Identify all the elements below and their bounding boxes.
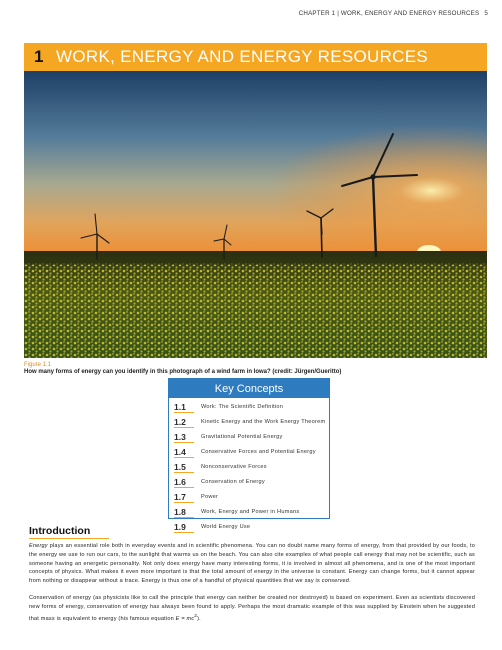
- figure-label: Figure 1.1: [24, 362, 52, 368]
- chapter-title: WORK, ENERGY AND ENERGY RESOURCES: [56, 47, 429, 66]
- key-concept-item[interactable]: [174, 417, 329, 432]
- key-concept-number: 1.9: [174, 522, 194, 533]
- key-concept-number: 1.5: [174, 462, 194, 473]
- key-concept-number: 1.4: [174, 447, 194, 458]
- equation-exponent: 2: [194, 612, 198, 618]
- key-concept-number: 1.7: [174, 492, 194, 503]
- key-concept-text[interactable]: Conservative Forces and Potential Energy: [201, 449, 316, 455]
- key-concept-text[interactable]: Kinetic Energy and the Work Energy Theorem: [201, 419, 326, 425]
- key-concept-item[interactable]: [174, 522, 329, 537]
- key-concept-item[interactable]: [174, 462, 329, 477]
- key-concepts-title: Key Concepts: [169, 379, 329, 398]
- chapter-banner: [24, 43, 487, 71]
- term-energy: Energy: [29, 543, 48, 549]
- key-concept-number: 1.3: [174, 432, 194, 443]
- key-concept-text[interactable]: Work: The Scientific Definition: [201, 404, 284, 410]
- running-header: [299, 10, 488, 17]
- introduction-heading: Introduction: [29, 525, 91, 537]
- key-concepts-box: [168, 378, 330, 532]
- paragraph-1-body: plays an essential role both in everyday events and in scientific phenomena. You can no doubt name many forms of energy, from that provided by our foods, to the energy we use to run our cars, to the sunlight that warms us on the beach. You can also cite examples of what people call energy that may not be scientific, such as someone having an energetic personality. Not only does energy have many interesting forms, it is involved in almost all phenomena, and is one of the most important concepts of physics. What makes it even more important is that the total amount of energy in the universe is constant. Energy can change forms, but it cannot appear from nothing or disappear without a trace. Energy is thus one of a handful of physical quantities that we say is: [29, 543, 475, 585]
- key-concept-text[interactable]: World Energy Use: [201, 524, 251, 530]
- wind-farm-photo: [24, 71, 487, 358]
- key-concept-text[interactable]: Gravitational Potential Energy: [201, 434, 283, 440]
- figure-caption: How many forms of energy can you identify in this photograph of a wind farm in Iowa? (credit: Jürgen/Gueritto): [24, 369, 342, 375]
- running-title: CHAPTER 1 | WORK, ENERGY AND ENERGY RESOURCES: [298, 10, 480, 17]
- key-concept-item[interactable]: [174, 507, 329, 522]
- key-concept-item[interactable]: [174, 492, 329, 507]
- paragraph-2-end: ).: [197, 615, 201, 622]
- key-concepts-list: [169, 398, 329, 537]
- key-concept-text[interactable]: Nonconservative Forces: [201, 464, 267, 470]
- key-concept-number: 1.1: [174, 402, 194, 413]
- key-concept-number: 1.8: [174, 507, 194, 518]
- intro-paragraph-1: [29, 542, 475, 586]
- heading-underline: [29, 538, 109, 539]
- key-concept-text[interactable]: Power: [201, 494, 219, 500]
- chapter-number: 1: [34, 47, 44, 66]
- key-concept-item[interactable]: [174, 432, 329, 447]
- key-concept-text[interactable]: Conservation of Energy: [201, 479, 265, 485]
- term-conserved: conserved: [321, 578, 350, 585]
- page-number: 5: [484, 10, 488, 17]
- intro-paragraph-2: [29, 594, 475, 623]
- key-concept-text[interactable]: Work, Energy and Power in Humans: [201, 509, 300, 515]
- paragraph-2-body: Conservation of energy (as physicists like to call the principle that energy can neither be created nor destroyed) is based on experiment. Even as scientists discovered new forms of energy, conservation of energy has always been found to apply. Perhaps the most dramatic example of this was supplied by Einstein when he suggested that mass is equivalent to energy (his famous equation: [29, 595, 475, 622]
- einstein-equation: E = mc: [175, 615, 195, 622]
- paragraph-1-end: .: [349, 578, 351, 585]
- key-concept-item[interactable]: [174, 447, 329, 462]
- key-concept-item[interactable]: [174, 402, 329, 417]
- key-concept-item[interactable]: [174, 477, 329, 492]
- key-concept-number: 1.2: [174, 417, 194, 428]
- key-concept-number: 1.6: [174, 477, 194, 488]
